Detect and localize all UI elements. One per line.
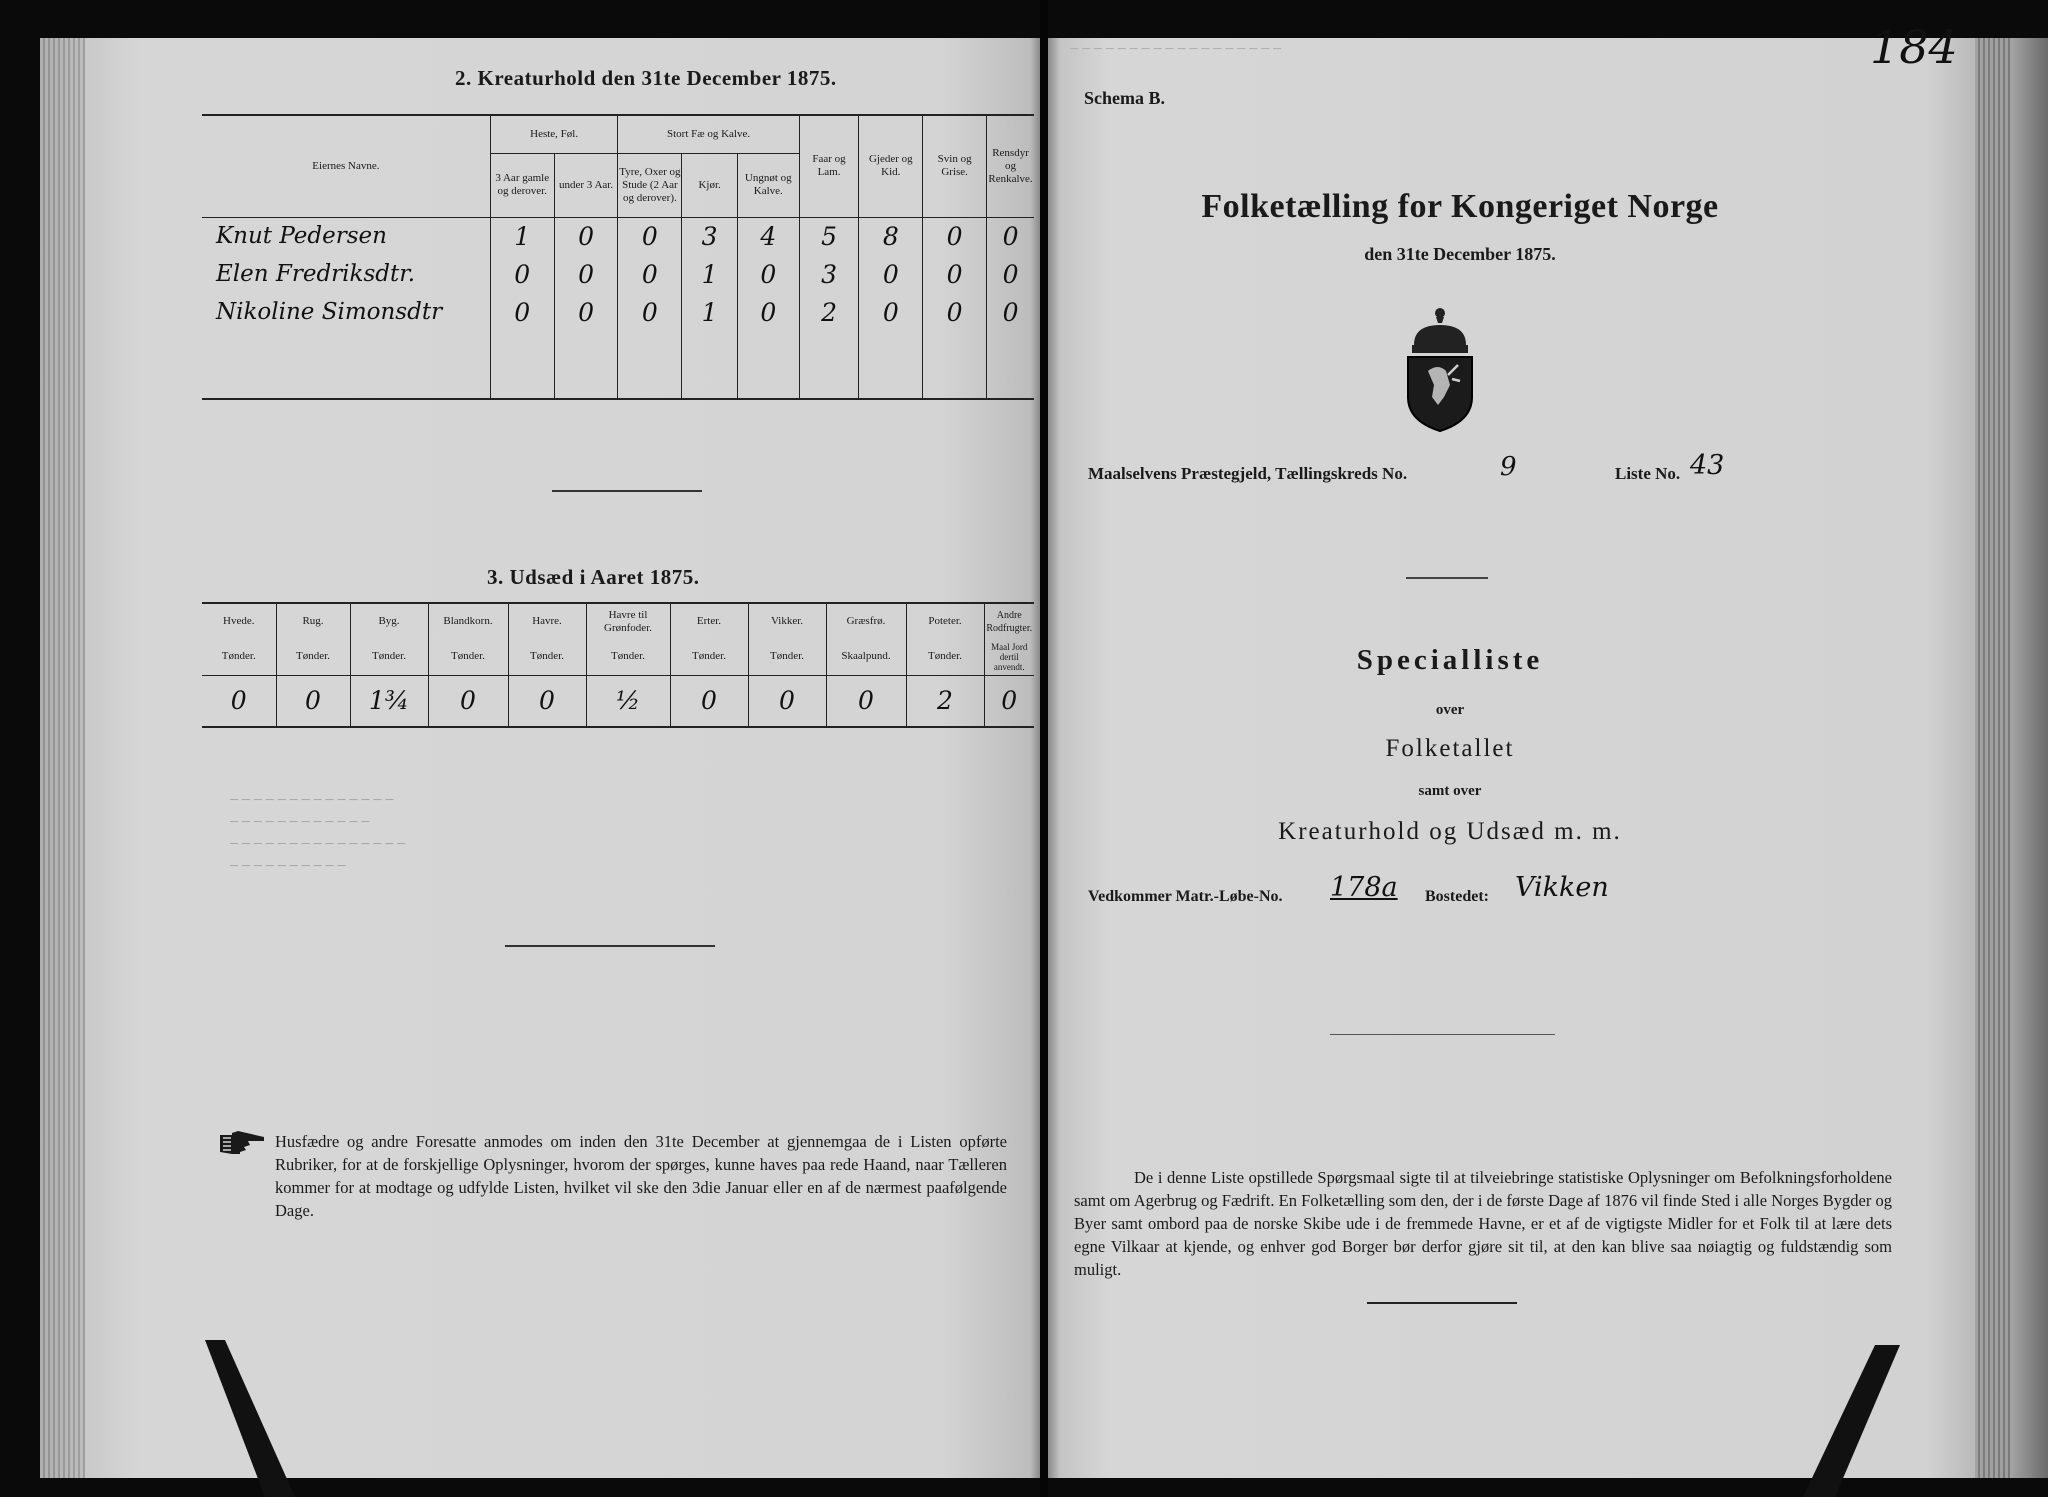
kreds-number: 9: [1500, 452, 1517, 482]
cell: 0: [276, 675, 350, 727]
kreaturhold-label: Kreaturhold og Udsæd m. m.: [1278, 818, 1622, 845]
col-calves: Ungnøt og Kalve.: [737, 153, 799, 217]
unit-label: Tønder.: [906, 639, 984, 675]
group-horses: Heste, Føl.: [490, 115, 618, 153]
sowing-table: [202, 602, 1034, 728]
unit-label: Tønder.: [508, 639, 586, 675]
col-bulls-oxen: Tyre, Oxer og Stude (2 Aar og derover).: [618, 153, 682, 217]
livestock-table: [202, 114, 1034, 400]
right-page-edge: [1975, 38, 2010, 1478]
main-title: Folketælling for Kongeriget Norge: [1201, 188, 1719, 225]
col-barley: Byg.: [350, 603, 428, 639]
cell: 0: [618, 217, 682, 255]
cell: 0: [554, 293, 618, 331]
col-wheat: Hvede.: [202, 603, 276, 639]
section-2-title: 2. Kreaturhold den 31te December 1875.: [455, 66, 837, 90]
specialliste-title: Specialliste: [1356, 644, 1544, 676]
location-label: Maalselvens Præstegjeld, Tællingskreds No.: [1088, 464, 1408, 483]
cell: 0: [554, 217, 618, 255]
col-horses-young: under 3 Aar.: [554, 153, 618, 217]
cell: 0: [987, 255, 1034, 293]
cell: 0: [428, 675, 508, 727]
cell: 0: [923, 255, 987, 293]
divider: [1406, 577, 1488, 579]
left-page-edge: [40, 38, 85, 1478]
footer-text: De i denne Liste opstillede Spørgsmaal sigte til at tilveiebringe statistiske Oplysninger om Befolkningsforholdene samt om Agerbrug og Fædrift. En Folketælling som den, der i de første Dage af 1876 vil finde Sted i alle Norges Bygder og Byer samt ombord paa de norske Skibe ude i de fremmede Havne, er et af de vigtigste Midler for et Folk til at lære dets egne Vilkaar at kjende, og enhver god Borger bør derfor gjøre sit til, at den kan blive saa nøiagtig og fuldstændig som muligt.: [1074, 1168, 1892, 1279]
section-3-title: 3. Udsæd i Aaret 1875.: [487, 565, 700, 589]
cell: 0: [554, 255, 618, 293]
table-row: [202, 293, 1034, 331]
cell: 0: [859, 255, 923, 293]
liste-number: 43: [1690, 450, 1725, 481]
folketallet-label: Folketallet: [1385, 735, 1515, 762]
matr-label: Vedkommer Matr.-Løbe-No.: [1088, 888, 1283, 905]
owner-name: Knut Pedersen: [202, 217, 490, 255]
col-pigs: Svin og Grise.: [923, 115, 987, 217]
cell: 3: [799, 255, 859, 293]
unit-label: Skaalpund.: [826, 639, 906, 675]
divider: [1330, 1034, 1555, 1035]
col-cows: Kjør.: [682, 153, 738, 217]
cell: 0: [202, 675, 276, 727]
liste-label: Liste No.: [1615, 464, 1681, 483]
divider: [505, 945, 715, 947]
cell: 0: [737, 293, 799, 331]
schema-label: Schema B.: [1084, 88, 1165, 108]
cell: 0: [618, 293, 682, 331]
table-row: [202, 217, 1034, 255]
pointing-hand-icon: [218, 1127, 268, 1157]
cell: 0: [737, 255, 799, 293]
cell: 0: [508, 675, 586, 727]
matr-number: 178a: [1330, 872, 1398, 903]
unit-label: Tønder.: [586, 639, 670, 675]
col-peas: Erter.: [670, 603, 748, 639]
table-row: [202, 255, 1034, 293]
bosted-value: Vikken: [1515, 872, 1609, 903]
page-corner-tape: [1795, 1345, 1915, 1497]
col-sheep: Faar og Lam.: [799, 115, 859, 217]
cell: 1: [682, 293, 738, 331]
cell: 4: [737, 217, 799, 255]
cell: 1¾: [350, 675, 428, 727]
unit-label: Maal Jord dertil anvendt.: [984, 639, 1034, 675]
cell: 0: [670, 675, 748, 727]
bleed-through-text: ─ ─ ─ ─ ─ ─ ─ ─ ─ ─ ─ ─ ─ ─ ─ ─ ─ ─ ─ ─ ─ ─ ─ ─ ─ ─ ─ ─ ─ ─ ─ ─ ─ ─ ─ ─ ─ ─ ─ ─ ─ ─ ─ ─ ─ ─ ─ ─ ─ ─ ─: [230, 793, 406, 874]
cell: 1: [682, 255, 738, 293]
coat-of-arms-icon: [1400, 305, 1480, 433]
col-horses-adult: 3 Aar gamle og derover.: [490, 153, 554, 217]
cell: ½: [586, 675, 670, 727]
col-grass-seed: Græsfrø.: [826, 603, 906, 639]
cell: 8: [859, 217, 923, 255]
col-rye: Rug.: [276, 603, 350, 639]
over-label: over: [1435, 702, 1465, 718]
unit-label: Tønder.: [276, 639, 350, 675]
unit-label: Tønder.: [428, 639, 508, 675]
samt-over-label: samt over: [1418, 783, 1482, 799]
cell: 1: [490, 217, 554, 255]
table-row: [202, 675, 1034, 727]
cell: 2: [906, 675, 984, 727]
unit-label: Tønder.: [748, 639, 826, 675]
cell: 0: [618, 255, 682, 293]
table-row-empty: [202, 369, 1034, 399]
owner-name: Elen Fredriksdtr.: [202, 255, 490, 293]
divider: [552, 490, 702, 492]
cell: 0: [859, 293, 923, 331]
cell: 0: [490, 255, 554, 293]
col-other-roots: Andre Rodfrugter.: [984, 603, 1034, 639]
cell: 0: [987, 217, 1034, 255]
col-goats: Gjeder og Kid.: [859, 115, 923, 217]
date-line: den 31te December 1875.: [1364, 244, 1556, 264]
cell: 5: [799, 217, 859, 255]
col-reindeer: Rensdyr og Renkalve.: [987, 115, 1034, 217]
col-green-fodder-oats: Havre til Grønfoder.: [586, 603, 670, 639]
cell: 0: [826, 675, 906, 727]
unit-label: Tønder.: [202, 639, 276, 675]
col-owner-names: Eiernes Navne.: [202, 115, 490, 217]
cell: 0: [490, 293, 554, 331]
cell: 0: [984, 675, 1034, 727]
bleed-through-text: ─ ─ ─ ─ ─ ─ ─ ─ ─ ─ ─ ─ ─ ─ ─ ─ ─ ─: [1070, 42, 1282, 57]
col-oats: Havre.: [508, 603, 586, 639]
page-corner-tape: [185, 1340, 295, 1497]
unit-label: Tønder.: [350, 639, 428, 675]
cell: 3: [682, 217, 738, 255]
unit-label: Tønder.: [670, 639, 748, 675]
cell: 0: [923, 217, 987, 255]
divider: [1367, 1302, 1517, 1304]
col-vetch: Vikker.: [748, 603, 826, 639]
book-gutter: [1040, 0, 1048, 1497]
col-potatoes: Poteter.: [906, 603, 984, 639]
owner-name: Nikoline Simonsdtr: [202, 293, 490, 331]
cell: 0: [923, 293, 987, 331]
col-mixed-grain: Blandkorn.: [428, 603, 508, 639]
group-cattle: Stort Fæ og Kalve.: [618, 115, 799, 153]
page-number: 184: [1870, 20, 1958, 74]
notice-text: Husfædre og andre Foresatte anmodes om inden den 31te December at gjennemgaa de i Listen opførte Rubriker, for at de forskjellige Oplysninger, hvorom der spørges, kunne haves paa rede Haand, naar Tælleren kommer for at modtage og udfylde Listen, hvilket vil ske den 3die Januar eller en af de nærmest paafølgende Dage.: [275, 1132, 1007, 1220]
cell: 0: [987, 293, 1034, 331]
cell: 2: [799, 293, 859, 331]
cell: 0: [748, 675, 826, 727]
table-row-empty: [202, 331, 1034, 369]
bosted-label: Bostedet:: [1425, 888, 1489, 905]
